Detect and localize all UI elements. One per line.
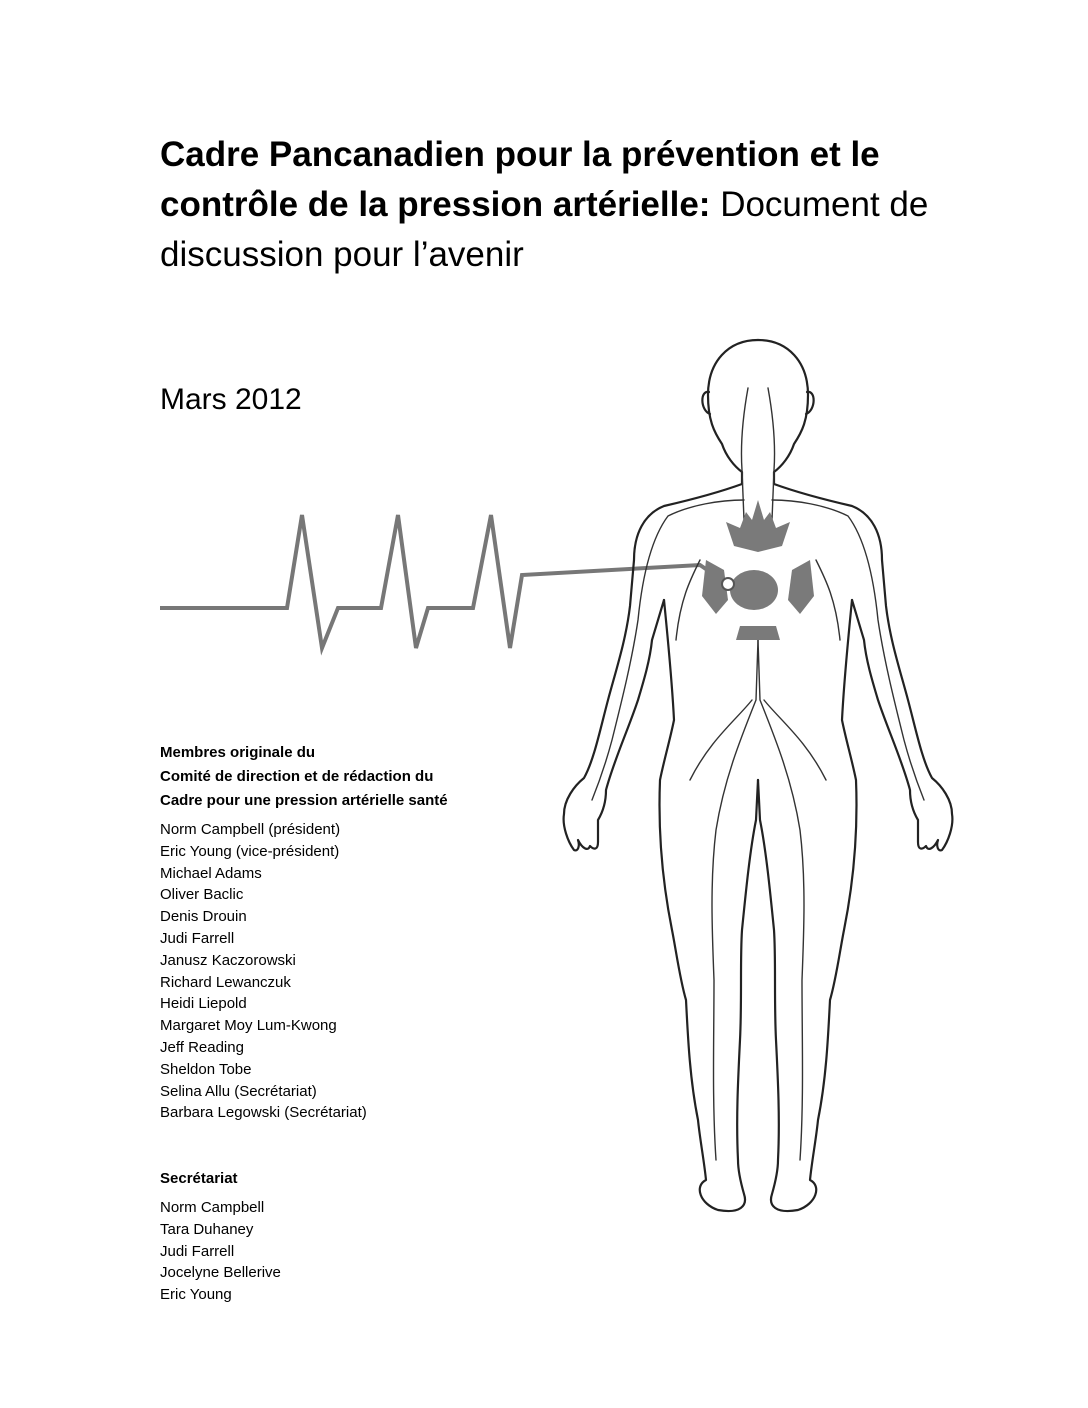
committee-member: Norm Campbell (président)	[160, 821, 341, 838]
committee-member-list	[160, 819, 580, 1124]
human-body-circulatory-diagram	[564, 340, 953, 1211]
committee-member: Heidi Liepold	[160, 995, 247, 1013]
emblem-valve	[722, 578, 734, 590]
committee-section	[160, 741, 580, 1124]
committee-member: Barbara Legowski (Secrétariat)	[160, 1104, 367, 1122]
committee-member: Margaret Moy Lum-Kwong	[160, 1017, 337, 1035]
committee-heading-line: Comité de direction et de rédaction du	[160, 768, 434, 785]
secretariat-member: Norm Campbell	[160, 1199, 265, 1216]
secretariat-section	[160, 1167, 580, 1306]
committee-heading-line: Cadre pour une pression artérielle santé	[160, 792, 448, 809]
committee-member: Michael Adams	[160, 864, 262, 882]
title-regular-part: Document de discussion pour l’avenir	[160, 185, 929, 274]
committee-member: Janusz Kaczorowski	[160, 951, 296, 969]
committee-member: Eric Young (vice-président)	[160, 842, 340, 860]
document-title	[160, 130, 940, 280]
committee-member: Oliver Baclic	[160, 886, 244, 904]
secretariat-heading: Secrétariat	[160, 1170, 238, 1187]
committee-heading-line: Membres originale du	[160, 744, 316, 761]
document-date: Mars 2012	[160, 383, 302, 416]
title-bold-part: Cadre Pancanadien pour la prévention et le contrôle de la pression artérielle:	[160, 135, 880, 224]
committee-member: Sheldon Tobe	[160, 1060, 252, 1078]
secretariat-member: Judi Farrell	[160, 1242, 235, 1260]
committee-member: Judi Farrell	[160, 929, 235, 947]
blood-vessels	[592, 388, 924, 1160]
committee-member: Richard Lewanczuk	[160, 973, 291, 991]
committee-member: Selina Allu (Secrétariat)	[160, 1082, 317, 1100]
maple-leaf-heart-emblem	[702, 500, 814, 640]
secretariat-member: Tara Duhaney	[160, 1220, 254, 1238]
committee-member: Denis Drouin	[160, 908, 247, 926]
secretariat-member-list	[160, 1197, 580, 1306]
secretariat-member: Jocelyne Bellerive	[160, 1264, 281, 1282]
ecg-heartbeat-line	[160, 515, 722, 648]
committee-member: Jeff Reading	[160, 1038, 244, 1056]
secretariat-member: Eric Young	[160, 1286, 232, 1304]
